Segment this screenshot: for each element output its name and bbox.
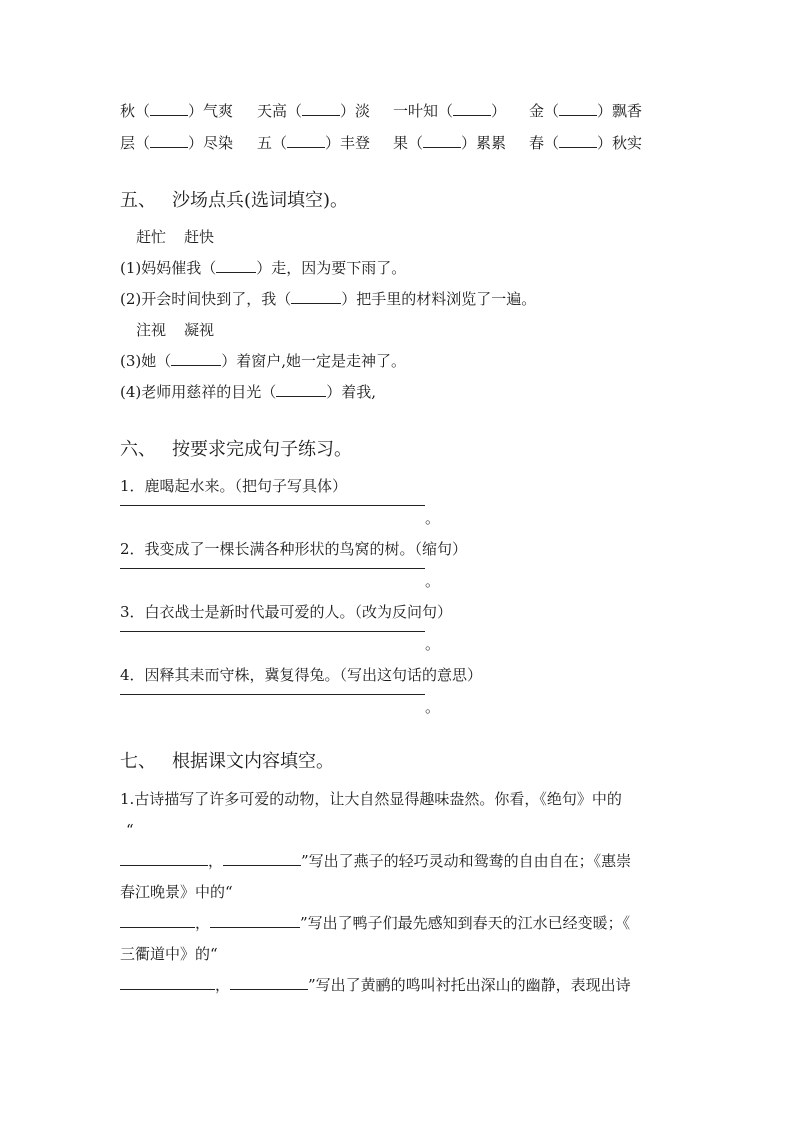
passage-text: ”写出了黄鹂的鸣叫衬托出深山的幽静，表现出诗 — [308, 976, 631, 994]
idiom-item — [257, 101, 370, 121]
section-number: 五、 — [120, 190, 156, 211]
period: 。 — [425, 698, 441, 716]
answer-blank[interactable] — [230, 975, 308, 990]
idiom-text: 金（ — [529, 102, 560, 120]
question-6-3: 3．白衣战士是新时代最可爱的人。（改为反问句） — [120, 603, 453, 621]
section-title: 沙场点兵(选词填空)。 — [172, 190, 349, 211]
idiom-blank[interactable] — [559, 101, 597, 116]
question-6-1: 1．鹿喝起水来。（把句子写具体） — [120, 477, 348, 495]
word-choice: 注视 — [136, 321, 167, 339]
idiom-text: ）尽染 — [188, 134, 234, 152]
question-5-3 — [120, 351, 406, 371]
question-text: (3)她（ — [120, 352, 172, 370]
idiom-blank[interactable] — [453, 101, 491, 116]
passage-line — [120, 913, 630, 933]
idiom-text: ）飘香 — [597, 102, 643, 120]
passage-line — [120, 975, 631, 995]
passage-text: ， — [195, 914, 211, 932]
answer-blank[interactable] — [210, 913, 300, 928]
question-text: ）走，因为要下雨了。 — [256, 259, 407, 277]
section-6-heading — [120, 438, 352, 462]
idiom-item — [257, 133, 370, 153]
question-6-2: 2．我变成了一棵长满各种形状的鸟窝的树。（缩句） — [120, 540, 468, 558]
passage-text: ”写出了燕子的轻巧灵动和鸳鸯的自由自在；《惠崇 — [301, 852, 632, 870]
section-5-heading — [120, 189, 348, 213]
idiom-item — [393, 133, 506, 153]
word-choice: 赶忙 — [136, 228, 167, 246]
idiom-blank[interactable] — [150, 133, 188, 148]
question-text: ）着我, — [326, 383, 377, 401]
passage-line: 三衢道中》的“ — [120, 945, 218, 963]
idiom-item — [120, 133, 233, 153]
word-choice: 赶快 — [184, 228, 215, 246]
answer-line[interactable] — [120, 631, 425, 632]
answer-line[interactable] — [120, 568, 425, 569]
idiom-text: ）气爽 — [188, 102, 234, 120]
period: 。 — [425, 635, 441, 653]
idiom-item — [529, 133, 642, 153]
question-text: ）把手里的材料浏览了一遍。 — [341, 290, 537, 308]
idiom-text: ）淡 — [340, 102, 371, 120]
idiom-text: 春（ — [529, 134, 560, 152]
passage-text: ， — [208, 852, 224, 870]
answer-blank[interactable] — [223, 851, 301, 866]
idiom-blank[interactable] — [287, 133, 325, 148]
idiom-text: 天高（ — [257, 102, 303, 120]
idiom-text: 一叶知（ — [393, 102, 454, 120]
idiom-item — [393, 101, 506, 121]
question-text: ）着窗户,她一定是走神了。 — [221, 352, 407, 370]
question-text: (4)老师用慈祥的目光（ — [120, 383, 277, 401]
idiom-item — [529, 101, 642, 121]
word-choice: 凝视 — [184, 321, 215, 339]
idiom-text: 五（ — [257, 134, 288, 152]
section-title: 按要求完成句子练习。 — [172, 439, 352, 460]
answer-blank[interactable] — [171, 351, 221, 366]
answer-blank[interactable] — [291, 289, 341, 304]
section-7-heading — [120, 750, 334, 774]
idiom-text: ） — [491, 102, 507, 120]
question-6-4: 4．因释其耒而守株，冀复得兔。（写出这句话的意思） — [120, 666, 483, 684]
passage-text: ， — [215, 976, 231, 994]
answer-blank[interactable] — [216, 258, 256, 273]
answer-line[interactable] — [120, 694, 425, 695]
idiom-blank[interactable] — [302, 101, 340, 116]
idiom-text: 果（ — [393, 134, 424, 152]
answer-line[interactable] — [120, 505, 425, 506]
idiom-text: ）累累 — [461, 134, 507, 152]
idiom-blank[interactable] — [423, 133, 461, 148]
period: 。 — [425, 572, 441, 590]
passage-text: ”写出了鸭子们最先感知到春天的江水已经变暖；《 — [300, 914, 631, 932]
period: 。 — [425, 509, 441, 527]
idiom-blank[interactable] — [559, 133, 597, 148]
word-choices-2 — [136, 320, 232, 340]
answer-blank[interactable] — [120, 851, 208, 866]
word-choices-1 — [136, 227, 232, 247]
question-5-2 — [120, 289, 536, 309]
answer-blank[interactable] — [120, 913, 195, 928]
answer-blank[interactable] — [276, 382, 326, 397]
question-text: (1)妈妈催我（ — [120, 259, 217, 277]
passage-line — [120, 851, 631, 871]
section-number: 七、 — [120, 751, 156, 772]
passage-line: “ — [126, 821, 134, 839]
passage-line: 1.古诗描写了许多可爱的动物，让大自然显得趣味盎然。你看，《绝句》中的 — [120, 790, 622, 808]
idiom-text: ）秋实 — [597, 134, 643, 152]
idiom-text: 秋（ — [120, 102, 151, 120]
section-number: 六、 — [120, 439, 156, 460]
question-text: (2)开会时间快到了，我（ — [120, 290, 292, 308]
question-5-1 — [120, 258, 406, 278]
idiom-item — [120, 101, 233, 121]
passage-line: 春江晚景》中的“ — [120, 883, 233, 901]
section-title: 根据课文内容填空。 — [172, 751, 334, 772]
question-5-4 — [120, 382, 376, 402]
idiom-text: 层（ — [120, 134, 151, 152]
idiom-text: ）丰登 — [325, 134, 371, 152]
idiom-blank[interactable] — [150, 101, 188, 116]
answer-blank[interactable] — [120, 975, 215, 990]
